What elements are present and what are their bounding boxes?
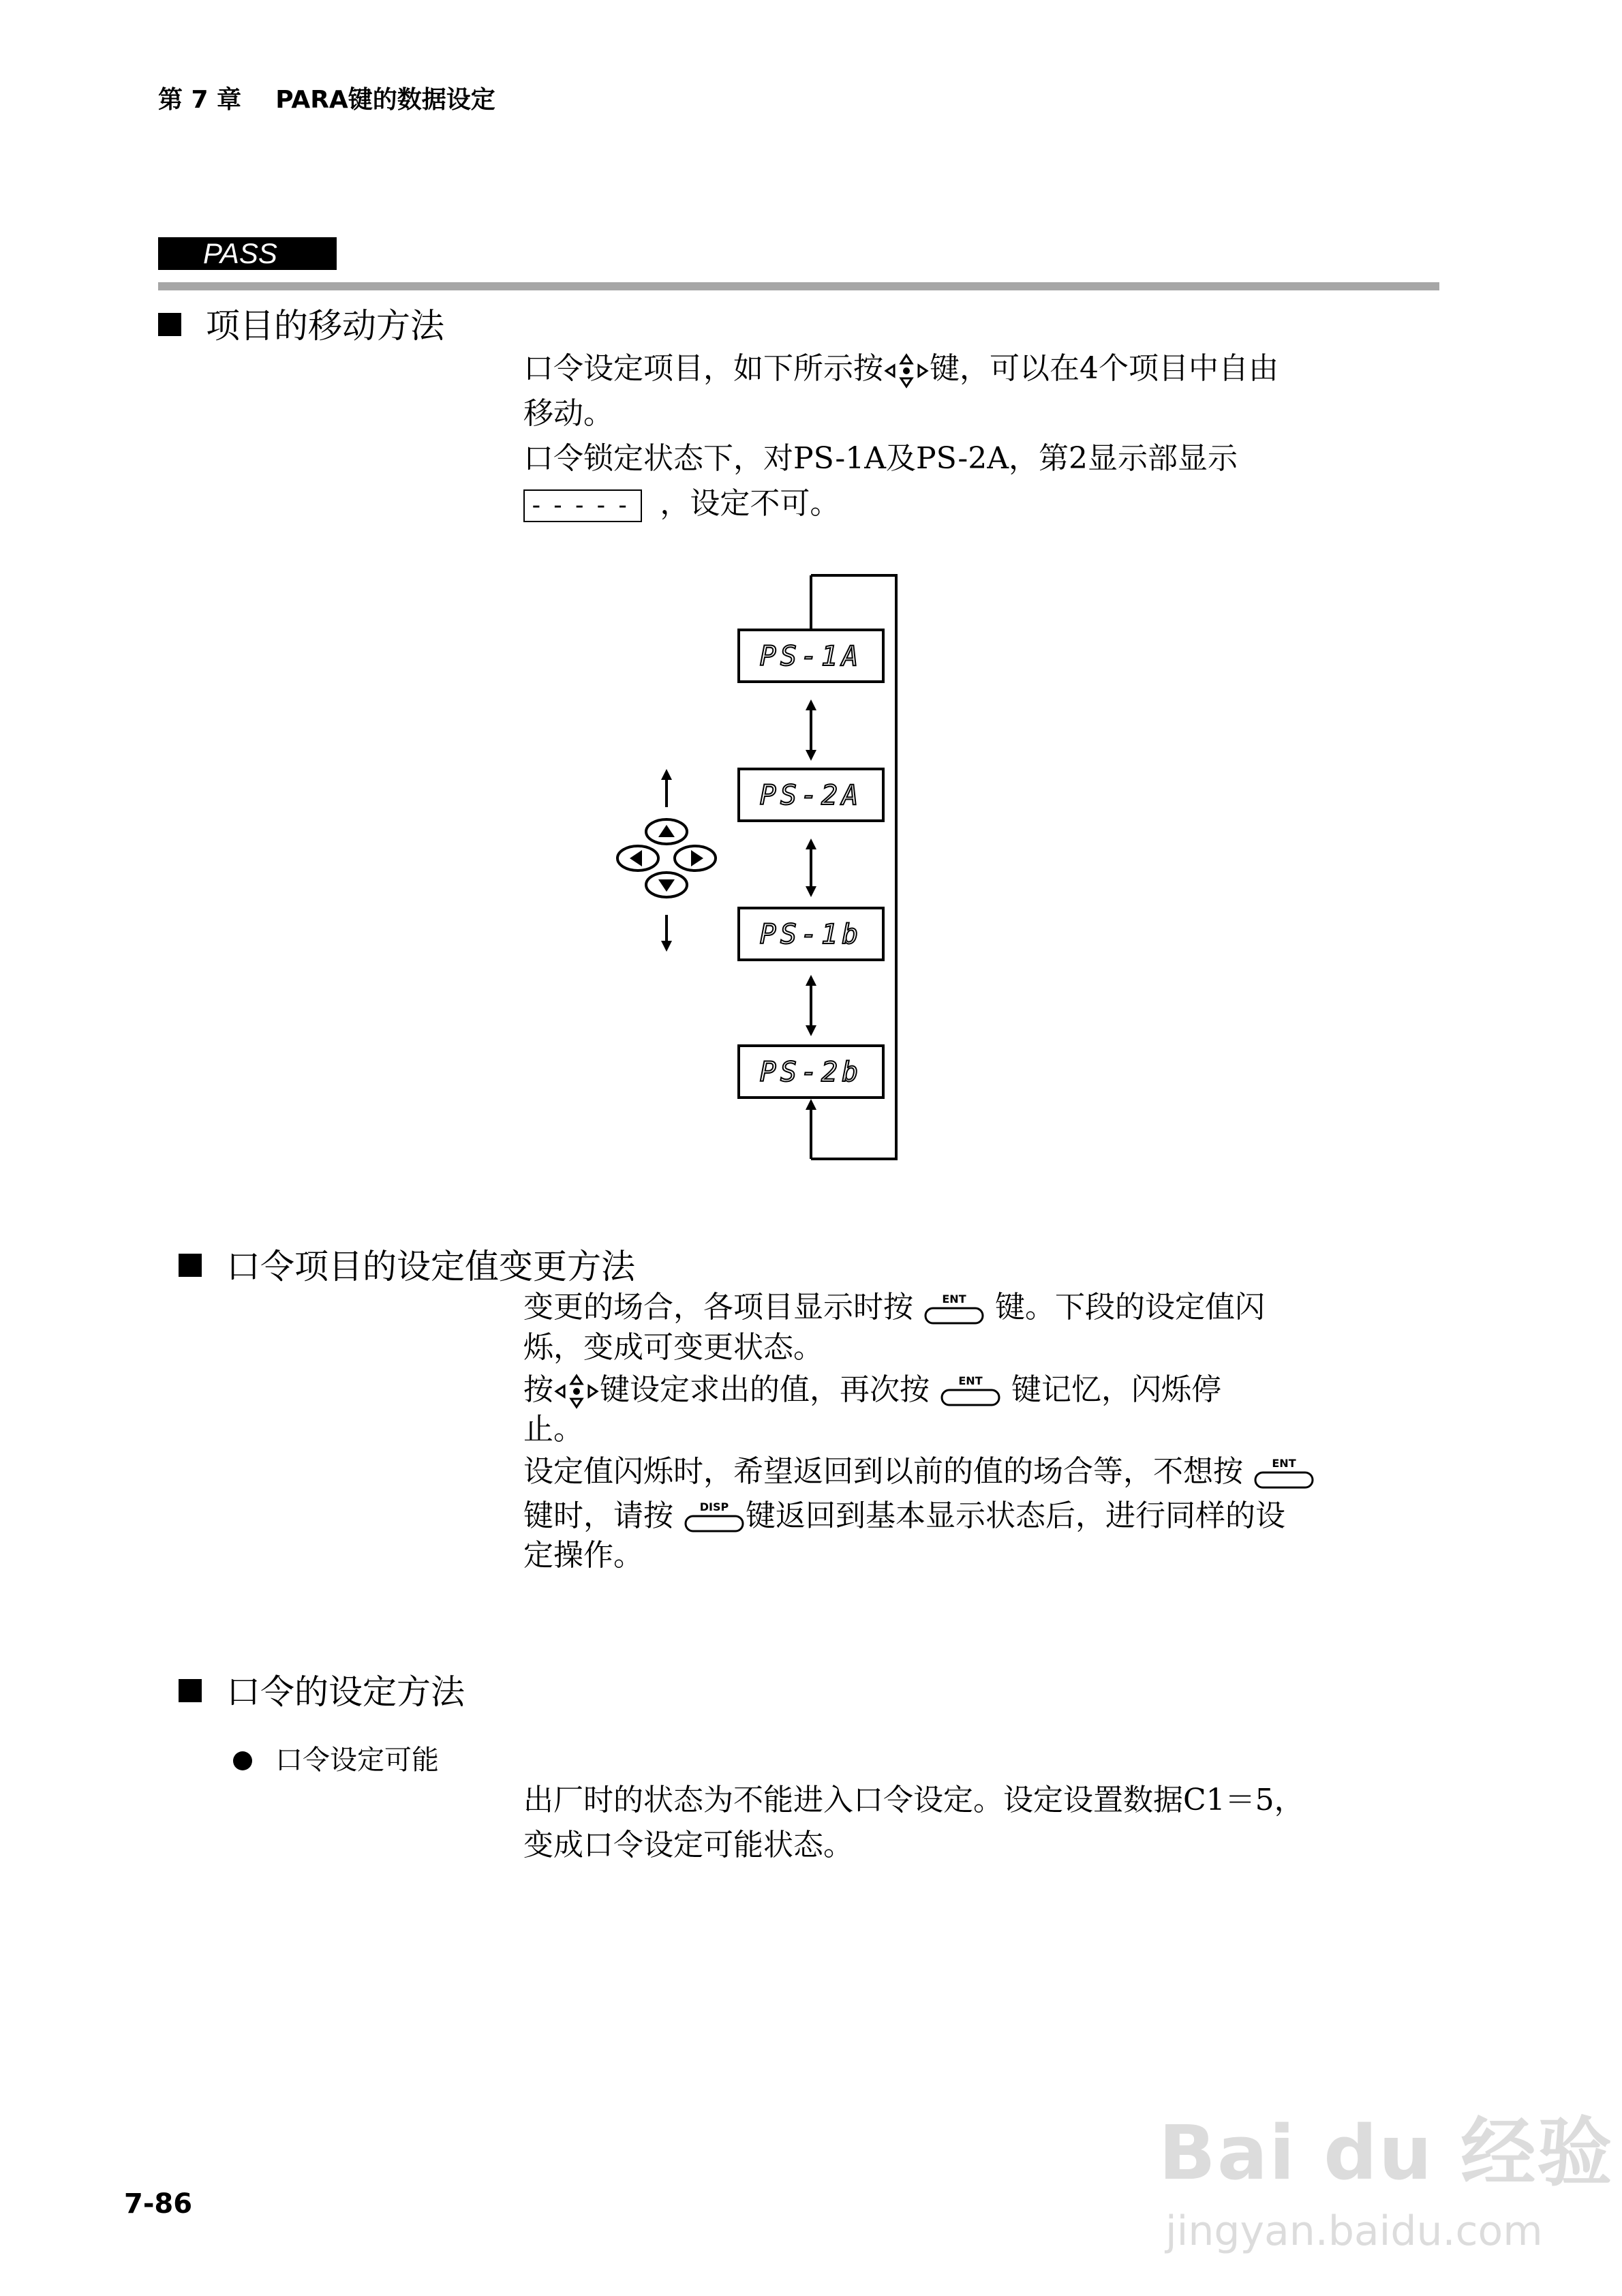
round-bullet-icon	[233, 1751, 252, 1770]
four-way-key-icon	[883, 352, 930, 389]
ent-key-label: ENT	[942, 1292, 966, 1305]
watermark-brand: Bai du 经验	[1159, 2109, 1614, 2196]
watermark-url: jingyan.baidu.com	[1165, 2207, 1543, 2255]
page-number: 7-86	[124, 2188, 193, 2220]
s2-l1-pre: 变更的场合，各项目显示时按	[523, 1290, 913, 1325]
four-way-arrow-keypad-icon	[617, 776, 716, 945]
s2-l1-post: 键。下段的设定值闪	[995, 1290, 1265, 1325]
s2-l2: 烁，变成可变更状态。	[523, 1329, 823, 1365]
square-bullet-icon	[179, 1679, 202, 1702]
s1-line2: 移动。	[523, 396, 613, 431]
section1-heading	[158, 299, 444, 348]
disp-key-label: DISP	[699, 1500, 729, 1513]
display-text: PS-2A	[759, 780, 863, 811]
s2-l7: 定操作。	[523, 1538, 643, 1573]
section2-text	[523, 1288, 1389, 1575]
s2-l3-mid: 键设定求出的值，再次按	[600, 1372, 930, 1407]
s2-l3-post: 键记忆，闪烁停	[1011, 1372, 1221, 1407]
dash-display: -----	[523, 489, 642, 522]
disp-key-icon	[683, 1498, 746, 1537]
s1-line4-post: ，设定不可。	[660, 486, 840, 521]
bullet-text: 口令设定可能	[275, 1744, 439, 1776]
square-bullet-icon	[179, 1254, 202, 1277]
s3-p2: 变成口令设定可能状态。	[523, 1828, 853, 1862]
square-bullet-icon	[158, 313, 181, 336]
section3-title: 口令的设定方法	[226, 1672, 465, 1712]
section3-heading	[179, 1665, 465, 1714]
section2-title: 口令项目的设定值变更方法	[226, 1247, 635, 1286]
s2-l3-pre: 按	[523, 1372, 553, 1407]
s2-l6-pre: 键时，请按	[523, 1498, 673, 1533]
watermark	[1159, 2093, 1613, 2255]
display-text: PS-1b	[759, 919, 863, 950]
lcd-display-ps-1a	[737, 629, 885, 683]
ps-2a-segments	[740, 770, 882, 819]
section1-title: 项目的移动方法	[206, 306, 444, 346]
ent-key-icon	[939, 1372, 1002, 1410]
section3-text	[523, 1778, 1389, 1868]
bullet-item	[233, 1738, 439, 1777]
display-text: PS-1A	[759, 641, 863, 672]
s1-line1-post: 键，可以在4个项目中自由	[930, 351, 1279, 386]
lcd-display-ps-1b	[737, 907, 885, 961]
loop-bottom-arrowhead	[806, 1099, 816, 1110]
ent-key-icon	[923, 1290, 985, 1329]
four-way-key-icon	[553, 1373, 600, 1410]
lcd-display-ps-2a	[737, 768, 885, 822]
ps-2b-segments	[740, 1047, 882, 1096]
s1-line3: 口令锁定状态下，对PS-1A及PS-2A，第2显示部显示	[523, 441, 1238, 476]
chapter-title: PARA键的数据设定	[275, 86, 495, 114]
lcd-display-ps-2b	[737, 1044, 885, 1099]
ps-1b-segments	[740, 909, 882, 958]
ent-key-label: ENT	[1272, 1456, 1296, 1470]
ent-key-icon	[1253, 1455, 1315, 1493]
section2-heading	[179, 1239, 635, 1288]
page-header	[158, 80, 495, 115]
ps-1a-segments	[740, 631, 882, 680]
s2-l4: 止。	[523, 1412, 583, 1447]
chapter-number: 第 7 章	[158, 86, 242, 114]
section-tag: PASS	[158, 237, 337, 270]
section1-text	[523, 346, 1389, 526]
s1-line1-pre: 口令设定项目，如下所示按	[523, 351, 883, 386]
s2-l5: 设定值闪烁时，希望返回到以前的值的场合等，不想按	[523, 1454, 1243, 1489]
divider	[158, 282, 1439, 290]
s2-l6-post: 键返回到基本显示状态后，进行同样的设	[746, 1498, 1285, 1533]
s3-p1: 出厂时的状态为不能进入口令设定。设定设置数据C1＝5，	[523, 1783, 1304, 1817]
ent-key-label: ENT	[958, 1374, 983, 1387]
display-text: PS-2b	[759, 1057, 863, 1088]
